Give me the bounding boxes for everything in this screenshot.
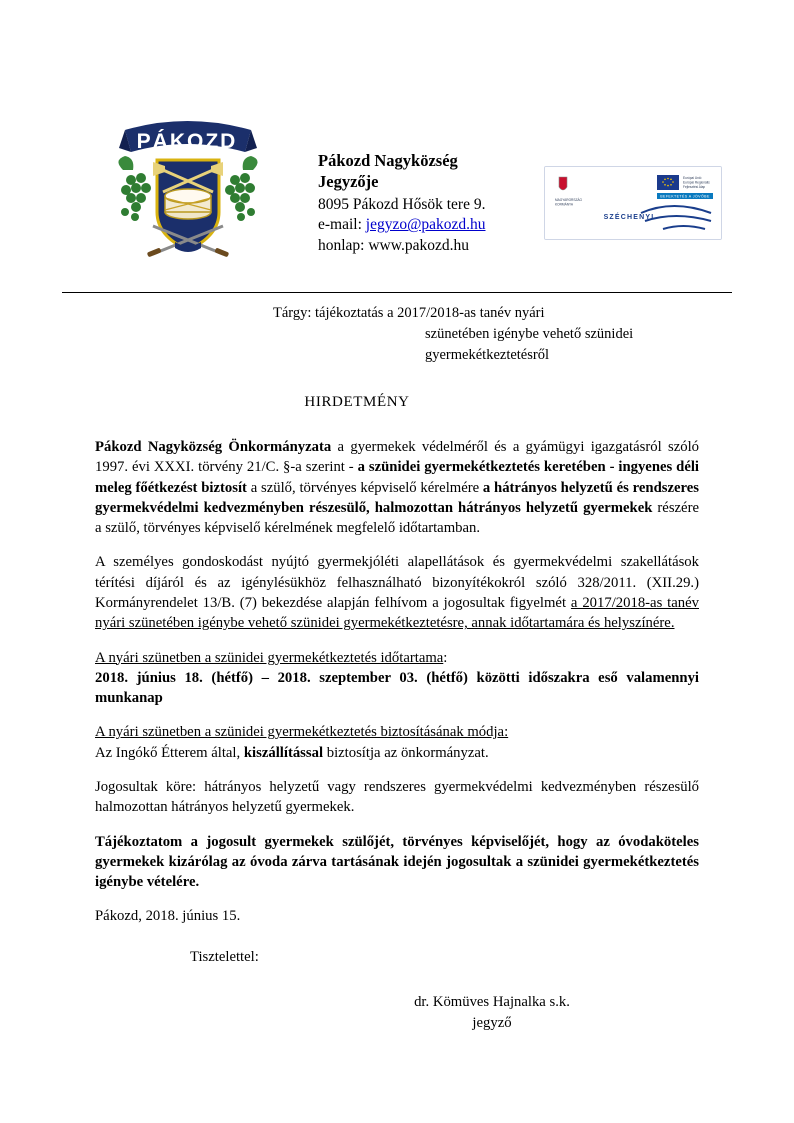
organization-name-line1: Pákozd Nagyközség xyxy=(318,151,458,170)
email-label: e-mail: xyxy=(318,216,366,234)
para1-seg4: a szülő, törvényes képviselő kérelmére xyxy=(246,479,483,496)
para2-seg2-underlined: a 2017/2018-as tanév nyári szünetében igénybe vehető szünidei gyermekétkeztetésre, annak időtartamára és helyszínére. xyxy=(95,595,699,632)
regards-line: Tisztelettel: xyxy=(190,948,259,965)
para1-seg1: Pákozd Nagyközség Önkormányzata xyxy=(95,439,332,456)
duration-heading-colon: : xyxy=(443,649,448,666)
signer-name: dr. Kömüves Hajnalka s.k. xyxy=(414,993,570,1010)
website-line: honlap: www.pakozd.hu xyxy=(318,236,469,254)
para1-seg3: a szünidei gyermekétkeztetés keretében - ingyenes déli meleg főétkezést biztosít xyxy=(95,459,699,496)
letterhead-text xyxy=(280,108,544,256)
svg-text:Európai Regionális: Európai Regionális xyxy=(683,180,710,185)
notice-text: Tájékoztatom a jogosult gyermekek szülőjét, törvényes képviselőjét, hogy az óvodaköteles gyermekek kizárólag az óvoda zárva tartásának idején jogosultak a szünidei gyermekétkeztetés igénybe vételére. xyxy=(95,833,699,891)
subject-label: Tárgy: xyxy=(273,305,312,321)
paragraph-4-heading xyxy=(95,722,699,742)
duration-value: 2018. június 18. (hétfő) – 2018. szeptember 03. (hétfő) közötti időszakra eső valamennyi munkanap xyxy=(95,669,699,707)
svg-text:SZÉCHENYI: SZÉCHENYI xyxy=(603,214,655,221)
signer-title: jegyző xyxy=(472,1014,512,1031)
document-title: HIRDETMÉNY xyxy=(304,394,410,411)
address-line: 8095 Pákozd Hősök tere 9. xyxy=(318,195,486,213)
method-seg3: biztosítja az önkormányzat. xyxy=(323,744,489,761)
paragraph-4-value xyxy=(95,743,699,763)
method-heading: A nyári szünetben a szünidei gyermekétkeztetés biztosításának módja: xyxy=(95,724,509,741)
para1-seg5: a hátrányos helyzetű és rendszeres gyermekvédelmi kedvezményben részesülő, halmozottan hátrányos helyzetű gyermekek xyxy=(95,479,699,516)
subject-line1: tájékoztatás a 2017/2018-as tanév nyári xyxy=(315,305,545,321)
para1-seg2: a gyermekek védelméről és a gyámügyi igazgatásról szóló 1997. évi XXXI. törvény 21/C. §-a szerint - xyxy=(95,439,699,476)
svg-text:MAGYARORSZÁG: MAGYARORSZÁG xyxy=(555,198,583,202)
paragraph-3-heading xyxy=(95,648,699,668)
paragraph-6-notice xyxy=(95,832,699,893)
organization-name-line2: Jegyzője xyxy=(318,172,379,192)
svg-text:KORMÁNYA: KORMÁNYA xyxy=(555,202,574,207)
place-and-date: Pákozd, 2018. június 15. xyxy=(95,908,241,925)
para1-seg6: részére a szülő, törvényes képviselő kérelmének megfelelő időtartamban. xyxy=(95,499,699,537)
duration-heading: A nyári szünetben a szünidei gyermekétkeztetés időtartama xyxy=(95,649,444,666)
szechenyi-2020-eu-logo xyxy=(544,108,724,240)
signature-block xyxy=(0,992,794,1035)
svg-text:Európai Unió: Európai Unió xyxy=(683,176,702,180)
subject-line3: gyermekétkeztetésről xyxy=(425,347,549,364)
email-line xyxy=(318,215,544,235)
pakozd-coat-of-arms-icon xyxy=(95,108,280,278)
para2-seg1: A személyes gondoskodást nyújtó gyermekjóléti alapellátások és gyermekvédelmi szakellátások térítési díjáról és az igénylésükhöz felhasználható bizonyítékokról szóló 328/2011. (XII.29.) Kormányrendelet 13/B. (7) bekezdése alapján felhívom a jogosultak figyelmét xyxy=(95,554,699,612)
method-seg2: kiszállítással xyxy=(243,744,324,761)
method-seg1: Az Ingókő Étterem által, xyxy=(95,744,244,761)
svg-text:BEFEKTETÉS A JÖVŐBE: BEFEKTETÉS A JÖVŐBE xyxy=(660,194,710,199)
svg-text:Fejlesztési Alap: Fejlesztési Alap xyxy=(683,185,706,189)
paragraph-2 xyxy=(95,552,699,633)
svg-text:PÁKOZD: PÁKOZD xyxy=(136,130,238,153)
email-link[interactable]: jegyzo@pakozd.hu xyxy=(365,216,486,234)
subject-block xyxy=(95,303,699,366)
subject-line2: szünetében igénybe vehető szünidei xyxy=(425,326,634,343)
document-header xyxy=(0,0,794,278)
document-body xyxy=(95,437,699,927)
paragraph-1 xyxy=(95,437,699,538)
paragraph-5-eligibility: Jogosultak köre: hátrányos helyzetű vagy rendszeres gyermekvédelmi kedvezményben részesülő halmozottan hátrányos helyzetű gyermekek. xyxy=(95,778,699,816)
header-divider xyxy=(62,292,732,293)
paragraph-3-value xyxy=(95,668,699,709)
